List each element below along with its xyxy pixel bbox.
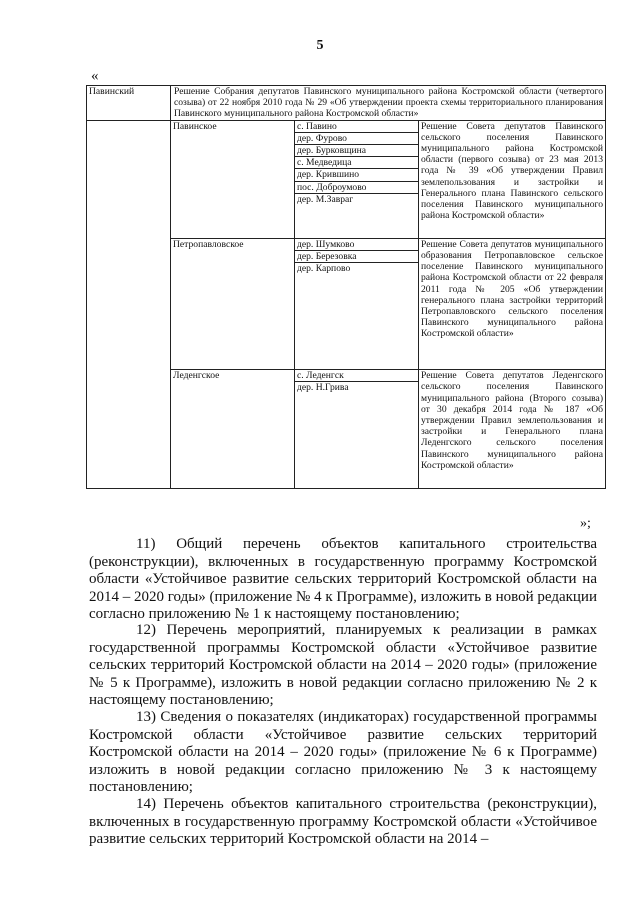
paragraph-11: 11) Общий перечень объектов капитального строительства (реконструкции), включенных в государственную программу Костромской области «Устойчивое развитие сельских территорий Костромской области на 2014 – 2020 годы» (приложение № 4 к Программе), изложить в новой редакции согласно приложению № 1 к настоящему постановлению;: [89, 536, 597, 622]
place-cell: дер. Шумково: [295, 238, 419, 250]
paragraph-13: 13) Сведения о показателях (индикаторах) государственной программы Костромской области «Устойчивое развитие сельских территорий Костромской области на 2014 – 2020 годы» (приложение № 6 к Программе) изложить в новой редакции согласно приложению № 3 к настоящему постановлению;: [89, 709, 597, 795]
territorial-planning-table: [86, 85, 606, 489]
table-row: [87, 120, 606, 132]
settlement-name-cell: Петропавловское: [171, 238, 295, 369]
paragraph-12: 12) Перечень мероприятий, планируемых к реализации в рамках государственной программы Костромской области «Устойчивое развитие сельских территорий Костромской области на 2014 – 2020 годы» (приложение № 5 к Программе), изложить в новой редакции согласно приложению № 2 к настоящему постановлению;: [89, 622, 597, 708]
place-cell: дер. Н.Грива: [295, 382, 419, 489]
district-name-cell: Павинский: [87, 86, 171, 121]
settlement-name-cell: Леденгское: [171, 370, 295, 489]
district-empty-cell: [87, 370, 171, 489]
table-row-district: [87, 86, 606, 121]
place-cell: с. Павино: [295, 120, 419, 132]
settlement-decision-cell: Решение Совета депутатов Павинского сельского поселения Павинского муниципального района Костромской области (первого созыва) от 23 мая 2013 года № 39 «Об утверждении Правил землепользования и застройки и Генерального плана Павинского сельского поселения Павинского муниципального района Костромской области»: [419, 120, 606, 238]
place-cell: с. Леденгск: [295, 370, 419, 382]
district-decision-cell: Решение Собрания депутатов Павинского муниципального района Костромской области (четвертого созыва) от 22 ноября 2010 года № 29 «Об утверждении проекта схемы территориального планирования Павинского муниципального района Костромской области»: [171, 86, 606, 121]
table-row: [87, 238, 606, 250]
place-cell: дер. Карпово: [295, 263, 419, 370]
place-cell: дер. Березовка: [295, 251, 419, 263]
place-cell: дер. Бурковщина: [295, 145, 419, 157]
settlement-decision-cell: Решение Совета депутатов Леденгского сельского поселения Павинского муниципального района (Второго созыва) от 30 декабря 2014 года № 187 «Об утверждении Правил землепользования и застройки и Генерального плана Леденгского сельского поселения Павинского муниципального района Костромской области»: [419, 370, 606, 489]
table-row: [87, 370, 606, 382]
place-cell: дер. М.Завраг: [295, 193, 419, 238]
page-number: 5: [316, 38, 324, 53]
place-cell: с. Медведица: [295, 157, 419, 169]
place-cell: пос. Доброумово: [295, 181, 419, 193]
paragraph-14: 14) Перечень объектов капитального строительства (реконструкции), включенных в государственную программу Костромской области «Устойчивое развитие сельских территорий Костромской области на 2014 –: [89, 796, 597, 847]
opening-quote: «: [91, 68, 99, 84]
district-empty-cell: [87, 238, 171, 369]
closing-quote: »;: [580, 516, 591, 531]
settlement-decision-cell: Решение Совета депутатов муниципального образования Петропавловское сельское поселение Павинского муниципального района Костромской области от 22 февраля 2011 года № 205 «Об утверждении генерального плана застройки территорий Петропавловского сельского поселения Павинского муниципального района Костромской области»: [419, 238, 606, 369]
place-cell: дер. Крившино: [295, 169, 419, 181]
settlement-name-cell: Павинское: [171, 120, 295, 238]
place-cell: дер. Фурово: [295, 132, 419, 144]
district-empty-cell: [87, 120, 171, 238]
